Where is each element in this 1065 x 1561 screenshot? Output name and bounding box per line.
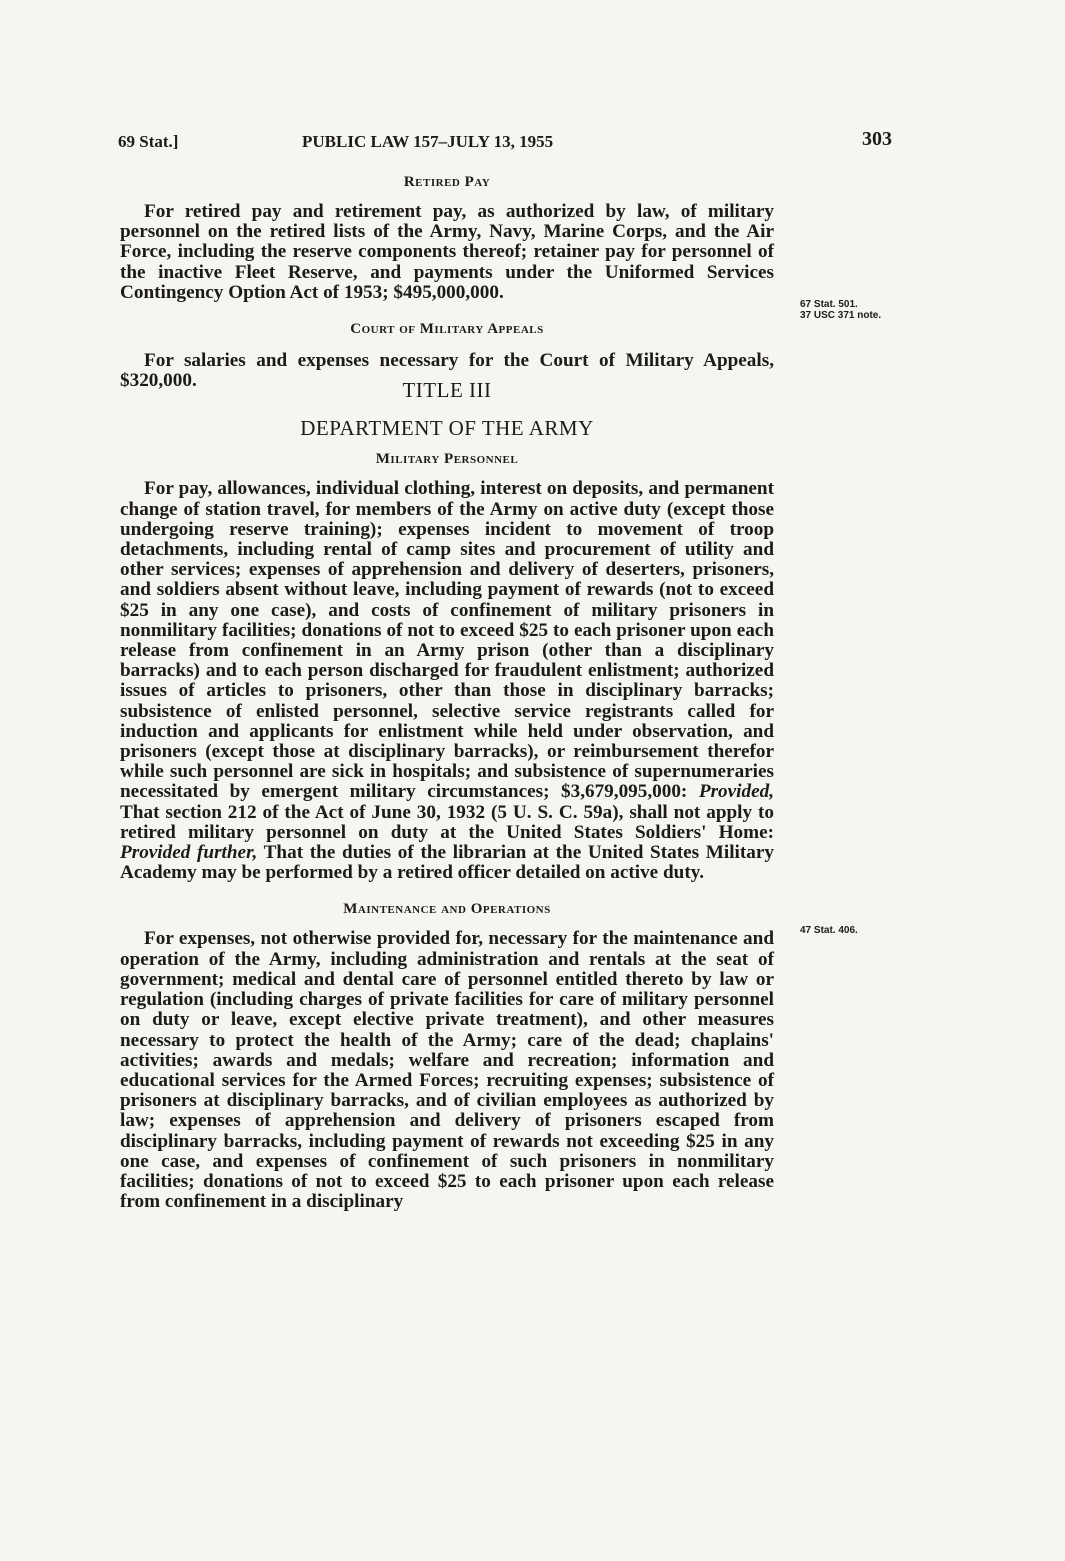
page-number: 303	[862, 128, 892, 150]
maintenance-operations-heading: Maintenance and Operations	[343, 901, 551, 918]
military-personnel-heading: Military Personnel	[375, 451, 519, 468]
retired-pay-paragraph: For retired pay and retirement pay, as authorized by law, of military personnel on the retired lists of the Army, Navy, Marine Corps, and the Air Force, including the reserve components thereof; retainer pay for personnel of the inactive Fleet Reserve, and payments under the Uniformed Services Contingency Option Act of 1953; $495,000,000.	[120, 201, 774, 303]
military-personnel-text-1: For pay, allowances, individual clothing, interest on deposits, and permanent change of station travel, for members of the Army on active duty (except those undergoing reserve training); expenses incident to movement of troop detachments, including rental of camp sites and procurement of utility and other services; expenses of apprehension and delivery of deserters, prisoners, and soldiers absent without leave, including payment of rewards (not to exceed $25 in any one case), and costs of confinement of military prisoners in nonmilitary facilities; donations of not to exceed $25 to each prisoner upon each release from confinement in an Army prison (other than a disciplinary barracks) and to each person discharged for fraudulent enlistment; authorized issues of articles to prisoners, other than those in disciplinary barracks; subsistence of enlisted personnel, selective service registrants called for induction and applicants for enlistment while held under observation, and prisoners (except those at disciplinary barracks), or reimbursement therefor while such personnel are sick in hospitals; and subsistence of supernumeraries necessitated by emergent military circumstances; $3,679,095,000:	[120, 478, 774, 803]
margin-note-67-stat	[800, 299, 881, 321]
running-title: PUBLIC LAW 157–JULY 13, 1955	[302, 132, 554, 151]
military-personnel-paragraph	[120, 479, 774, 883]
margin-note-line: 37 USC 371 note.	[800, 310, 882, 321]
military-personnel-text-2: That section 212 of the Act of June 30, 1932 (5 U. S. C. 59a), shall not apply to retired military personnel on duty at the United States Soldiers' Home:	[120, 801, 774, 843]
margin-note-line: 67 Stat. 501.	[800, 299, 858, 310]
page-header	[0, 128, 1065, 156]
body-column	[120, 172, 774, 1212]
military-personnel-text-3: That the duties of the librarian at the United States Military Academy may be performed by a retired officer detailed on active duty.	[120, 842, 774, 884]
provided-further-italic: Provided further,	[120, 842, 258, 864]
court-military-appeals-heading: Court of Military Appeals	[350, 321, 544, 338]
provided-italic: Provided,	[698, 781, 774, 803]
retired-pay-heading: Retired Pay	[403, 174, 491, 190]
maintenance-operations-paragraph: For expenses, not otherwise provided for, necessary for the maintenance and operation of the Army, including administration and rentals at the seat of government; medical and dental care of personnel entitled thereto by law or regulation (including charges of private facilities for care of military personnel on duty or leave, except elective private treatment), and other measures necessary to protect the health of the Army; care of the dead; chaplains' activities; awards and medals; welfare and recreation; information and educational services for the Armed Forces; recruiting expenses; subsistence of prisoners at disciplinary barracks, and of civilian employees as authorized by law; expenses of apprehension and delivery of prisoners escaped from disciplinary barracks, including payment of rewards not exceeding $25 in any one case, and expenses of confinement of such prisoners in nonmilitary facilities; donations of not to exceed $25 to each prisoner upon each release from confinement in a disciplinary	[120, 928, 774, 1213]
title-heading: TITLE III	[402, 378, 492, 403]
volume-reference: 69 Stat.]	[118, 132, 179, 151]
margin-note-47-stat: 47 Stat. 406.	[800, 925, 858, 936]
court-military-appeals-paragraph: For salaries and expenses necessary for the Court of Military Appeals, $320,000.	[120, 350, 774, 392]
department-heading: DEPARTMENT OF THE ARMY	[300, 416, 594, 441]
